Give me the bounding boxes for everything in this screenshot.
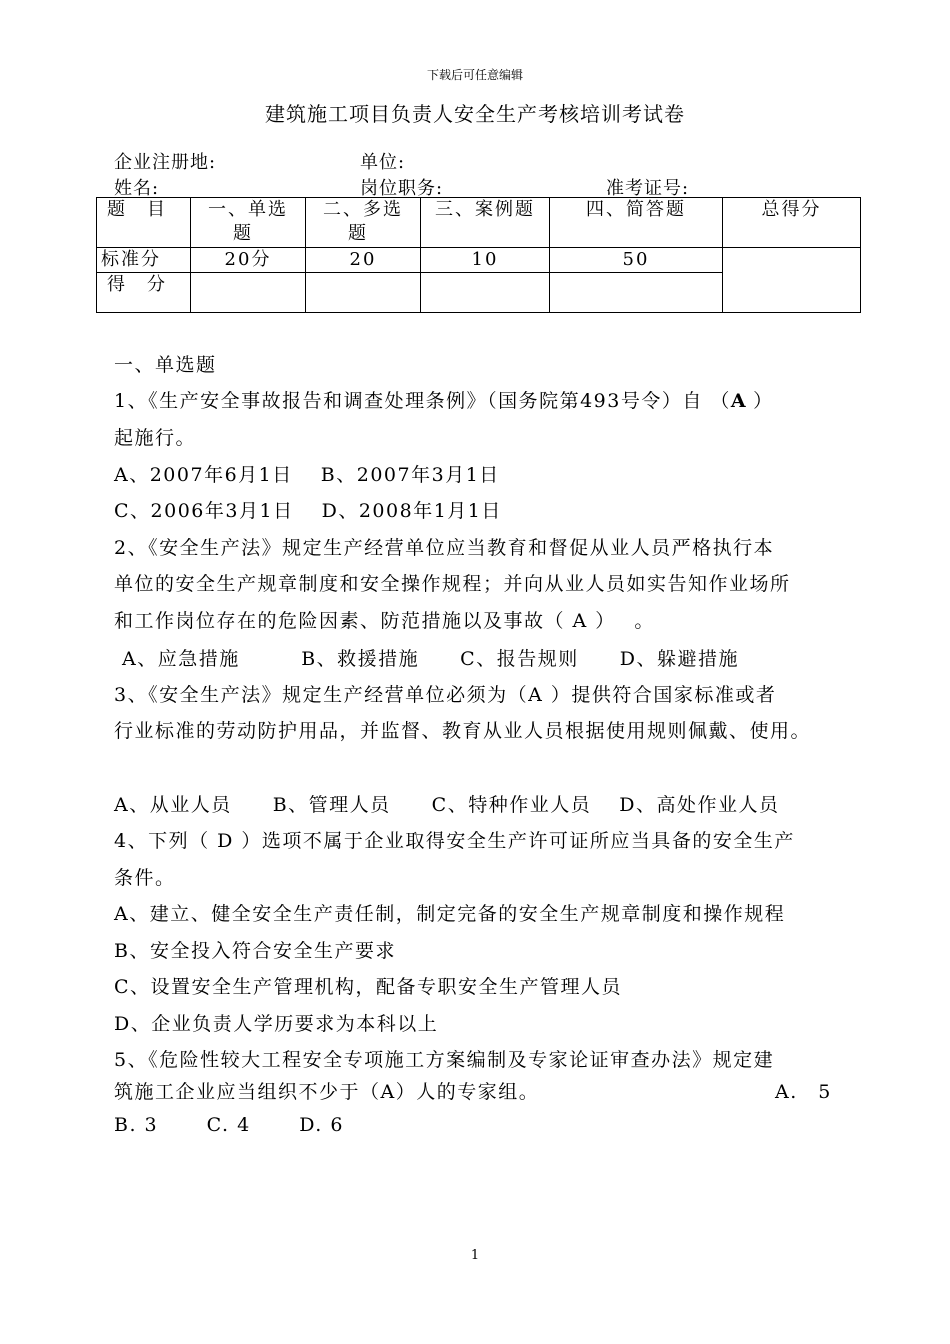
question-4-line2: 条件。: [114, 867, 176, 889]
header-single-line1: 一、单选: [208, 199, 288, 220]
question-2-line3: 和工作岗位存在的危险因素、防范措施以及事故（ A ） 。: [114, 610, 655, 632]
question-5-line2: 筑施工企业应当组织不少于（A）人的专家组。: [114, 1081, 540, 1103]
question-4-option-a: A、建立、健全安全生产责任制，制定完备的安全生产规章制度和操作规程: [114, 903, 786, 925]
question-1-options-cd: C、2006年3月1日 D、2008年1月1日: [114, 500, 502, 522]
question-4-option-c: C、设置安全生产管理机构，配备专职安全生产管理人员: [114, 976, 623, 998]
ticket-number-label: 准考证号:: [606, 178, 690, 199]
question-1-text: 1、《生产安全事故报告和调查处理条例》（国务院第493号令）自 （: [114, 390, 731, 412]
header-single: [191, 198, 306, 248]
total-score-cell[interactable]: [723, 248, 861, 313]
registration-place-label: 企业注册地:: [114, 152, 217, 173]
score-case-cell[interactable]: [421, 273, 550, 313]
standard-score-row: [97, 248, 861, 273]
standard-case: 10: [421, 248, 550, 273]
question-1-line1: [114, 386, 774, 413]
standard-short: 50: [550, 248, 723, 273]
header-item: 题 目: [97, 198, 191, 248]
question-1-options-ab: A、2007年6月1日 B、2007年3月1日: [114, 464, 500, 486]
question-1-line2: 起施行。: [114, 427, 197, 449]
question-1-tail: ）: [753, 390, 774, 412]
question-3-line1: 3、《安全生产法》规定生产经营单位必须为（A ）提供符合国家标准或者: [114, 684, 777, 706]
header-multi-line2: 题: [348, 223, 368, 244]
header-multi: [306, 198, 421, 248]
question-5-options-bcd: B. 3 C. 4 D. 6: [114, 1114, 344, 1136]
header-note: 下载后可任意编辑: [426, 68, 523, 82]
standard-single: 20分: [191, 248, 306, 273]
header-case: 三、案例题: [421, 198, 550, 248]
standard-label: 标准分: [97, 248, 191, 273]
score-table: [96, 197, 861, 313]
header-total: 总得分: [723, 198, 861, 248]
question-5-line1: 5、《危险性较大工程安全专项施工方案编制及专家论证审查办法》规定建: [114, 1049, 775, 1071]
question-4-option-b: B、安全投入符合安全生产要求: [114, 940, 396, 962]
question-3-options: A、从业人员 B、管理人员 C、特种作业人员 D、高处作业人员: [114, 794, 780, 816]
question-4-line1: 4、下列（ D ）选项不属于企业取得安全生产许可证所应当具备的安全生产: [114, 830, 795, 852]
page-title: 建筑施工项目负责人安全生产考核培训考试卷: [265, 102, 685, 126]
header-single-line2: 题: [233, 223, 253, 244]
section-title: 一、单选题: [114, 354, 217, 376]
standard-multi: 20: [306, 248, 421, 273]
score-multi-cell[interactable]: [306, 273, 421, 313]
unit-label: 单位:: [360, 152, 406, 173]
page-number: 1: [470, 1248, 480, 1263]
question-2-options: A、应急措施 B、救援措施 C、报告规则 D、躲避措施: [122, 648, 739, 670]
score-label: 得 分: [97, 273, 191, 313]
question-2-line2: 单位的安全生产规章制度和安全操作规程；并向从业人员如实告知作业场所: [114, 573, 791, 595]
question-5-option-a: A. 5: [775, 1081, 832, 1103]
question-4-option-d: D、企业负责人学历要求为本科以上: [114, 1013, 439, 1035]
score-short-cell[interactable]: [550, 273, 723, 313]
name-label: 姓名:: [114, 178, 160, 199]
question-1-answer: A: [730, 390, 748, 412]
position-label: 岗位职务:: [360, 178, 444, 199]
table-header-row: [97, 198, 861, 248]
question-2-line1: 2、《安全生产法》规定生产经营单位应当教育和督促从业人员严格执行本: [114, 537, 775, 559]
header-short: 四、简答题: [550, 198, 723, 248]
header-multi-line1: 二、多选: [323, 199, 403, 220]
score-single-cell[interactable]: [191, 273, 306, 313]
question-3-line2: 行业标准的劳动防护用品，并监督、教育从业人员根据使用规则佩戴、使用。: [114, 720, 812, 742]
